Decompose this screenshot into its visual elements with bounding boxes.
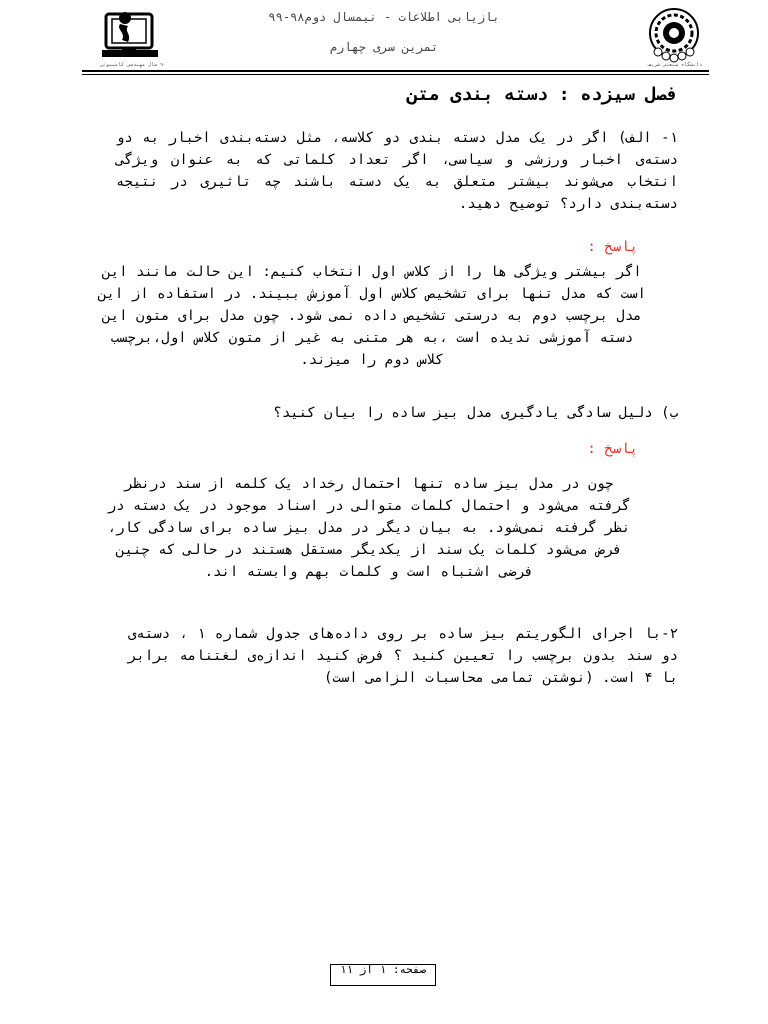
question-2: ۲-با اجرای الگوریتم بیز ساده بر روی داده‌های جدول شماره ۱ ، دسته‌ی دو سند بدون برچسب را تعیین کنید ؟ فرض کنید اندازه‌ی لغتنامه برابر با ۴ است. (نوشتن تمامی محاسبات الزامی است) (128, 626, 678, 686)
course-title: بازیابی اطلاعات - نیمسال دوم۹۸-۹۹ (268, 10, 500, 24)
computer-engineering-logo (98, 6, 162, 66)
assignment-title: تمرین سری چهارم (329, 40, 439, 54)
right-logo-caption: دانشگاه صنعتی شریف (648, 62, 703, 68)
answer-label-b: پاسخ : (587, 441, 638, 457)
answer-label-a: پاسخ : (587, 239, 638, 255)
page-number-box (330, 964, 436, 986)
question-1b: ب) دلیل سادگی یادگیری مدل بیز ساده را بیان کنید؟ (273, 405, 678, 421)
question-1a: ۱- الف) اگر در یک مدل دسته بندی دو کلاسه، مثل دسته‌بندی اخبار به دو دسته‌ی اخبار ورزشی و سیاسی، اگر تعداد کلماتی که به عنوان ویژگی انتخاب می‌شوند بیشتر متعلق به یک دسته باشند چه تاثیری در نتیجه دسته‌بندی دارد؟ توضیح دهید. (116, 130, 678, 212)
page-number: صفحه: ۱ از ۱۱ (339, 964, 427, 976)
answer-1a: اگر بیشتر ویژگی ها را از کلاس اول انتخاب کنیم: این حالت مانند این است که مدل تنها برای تشخیص کلاس اول آموزش ببیند. در استفاده از این مدل برچسب دوم به درستی تشخیص داده نمی شود. چون مدل برای متون این دسته آموزشی ندیده است ،به هر متنی به غیر از متون کلاس اول،برچسب کلاس دوم را میزند. (98, 264, 646, 368)
chapter-title: فصل سیزده : دسته بندی متن (407, 84, 678, 105)
university-emblem (644, 6, 704, 64)
header-rule-thin (82, 74, 709, 75)
header-rule-thick (82, 70, 709, 72)
left-logo-caption: ۹۰ سال مهندسی کامپیوتر (100, 62, 167, 68)
answer-1b: چون در مدل بیز ساده تنها احتمال رخداد یک کلمه از سند درنظر گرفته می‌شود و احتمال کلمات متوالی در اسناد موجود در یک دسته در نظر گرفته نمی‌شود. به بیان دیگر در مدل بیز ساده برای سادگی کار، فرض می‌شود کلمات یک سند از یکدیگر مستقل هستند در حالی که چنین فرضی اشتباه است و کلمات بهم وابسته اند. (107, 476, 631, 580)
